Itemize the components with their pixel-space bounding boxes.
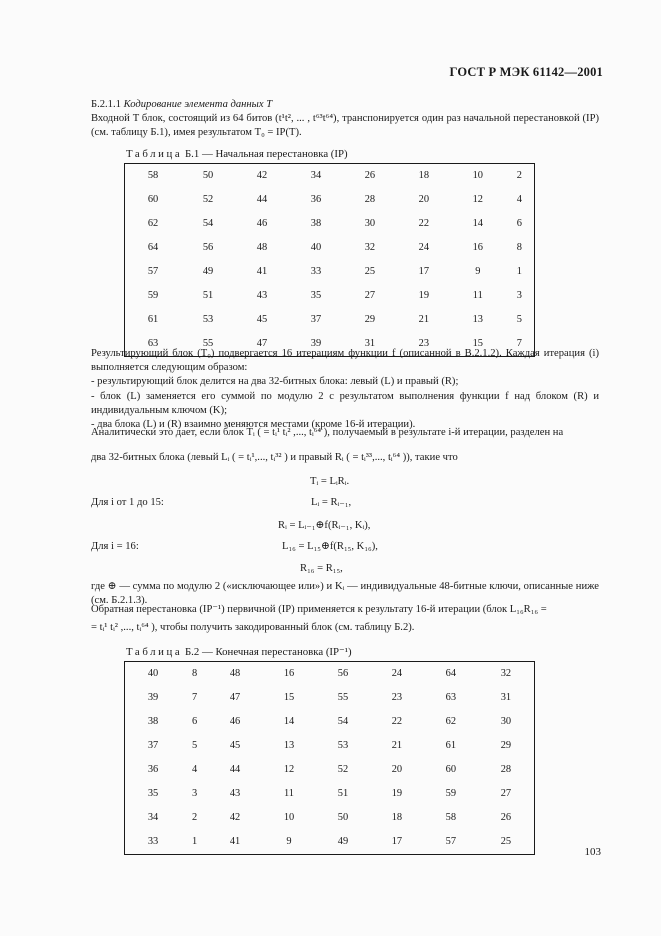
table-cell: 26	[364, 169, 376, 181]
table-cell: 7	[516, 337, 522, 349]
document-header: ГОСТ Р МЭК 61142—2001	[449, 65, 603, 79]
table-row	[125, 284, 535, 308]
table-cell: 52	[202, 193, 214, 205]
table-cell: 21	[418, 313, 430, 325]
table-cell: 27	[500, 787, 512, 799]
table-cell: 61	[147, 313, 159, 325]
table-cell: 33	[147, 835, 159, 847]
table-cell: 33	[310, 265, 322, 277]
table-cell: 1	[516, 265, 522, 277]
table-cell: 48	[256, 241, 268, 253]
table-cell: 28	[364, 193, 376, 205]
table-row	[125, 308, 535, 332]
table-cell: 34	[310, 169, 322, 181]
table-cell: 64	[445, 667, 457, 679]
table-cell: 24	[391, 667, 403, 679]
table-row	[125, 806, 535, 830]
table-cell: 40	[147, 667, 159, 679]
table-cell: 31	[500, 691, 512, 703]
table-cell: 25	[364, 265, 376, 277]
table-cell: 9	[286, 835, 292, 847]
table-row	[125, 734, 535, 758]
table2-caption-prefix: Таблица	[126, 646, 183, 658]
label-for-1-15: Для i от 1 до 15:	[91, 497, 164, 508]
paragraph-inverse-line2: = tᵢ¹ tᵢ² ,..., tᵢ⁶⁴ ), чтобы получить закодированный блок (см. таблицу Б.2).	[91, 622, 415, 633]
table-row	[125, 686, 535, 710]
table-cell: 39	[147, 691, 159, 703]
table-row	[125, 830, 535, 855]
table-cell: 46	[256, 217, 268, 229]
table-cell: 45	[256, 313, 268, 325]
table-cell: 41	[256, 265, 268, 277]
paragraph-analytic-line1: Аналитически это дает, если блок Tᵢ ( = tᵢ¹ tᵢ² ,..., tᵢ⁶⁴ ), получаемый в результате i-й итерации, разделен на	[91, 427, 564, 438]
table-cell: 54	[337, 715, 349, 727]
table-cell: 44	[229, 763, 241, 775]
bullet-swap: - два блока (L) и (R) взаимно меняются местами (кроме 16-й итерации).	[91, 419, 416, 430]
table-row	[125, 188, 535, 212]
table-cell: 9	[475, 265, 481, 277]
table-cell: 14	[283, 715, 295, 727]
table-cell: 8	[516, 241, 522, 253]
table-cell: 23	[418, 337, 430, 349]
table-cell: 10	[283, 811, 295, 823]
table-cell: 56	[337, 667, 349, 679]
table-cell: 63	[445, 691, 457, 703]
table-cell: 20	[418, 193, 430, 205]
paragraph-iterations: Результирующий блок (T₀) подвергается 16 итерациям функции f (описанной в B.2.1.2). Каждая итерация (i) выполняется следующим образом:	[91, 348, 599, 374]
table-cell: 22	[391, 715, 403, 727]
paragraph-xor-note: где ⊕ — сумма по модулю 2 («исключающее или») и Kᵢ — индивидуальные 48-битные ключи, описанные ниже (см. Б.2.1.3).	[91, 581, 599, 607]
table-row	[125, 758, 535, 782]
table-cell: 28	[500, 763, 512, 775]
table-cell: 61	[445, 739, 457, 751]
table-cell: 57	[147, 265, 159, 277]
table-cell: 38	[310, 217, 322, 229]
table-cell: 47	[229, 691, 241, 703]
table1-caption	[126, 147, 348, 162]
table-cell: 29	[500, 739, 512, 751]
table-cell: 21	[391, 739, 403, 751]
table-cell: 50	[202, 169, 214, 181]
section-number: Б.2.1.1	[91, 99, 121, 110]
table-cell: 20	[391, 763, 403, 775]
table-cell: 15	[472, 337, 483, 349]
table-cell: 57	[445, 835, 457, 847]
table-cell: 48	[229, 667, 241, 679]
table1-caption-text: Б.1 — Начальная перестановка (IP)	[184, 148, 348, 160]
table-cell: 45	[229, 739, 241, 751]
table-cell: 41	[229, 835, 241, 847]
table-cell: 17	[391, 835, 403, 847]
table-cell: 43	[256, 289, 268, 301]
table-cell: 7	[191, 691, 198, 703]
table-cell: 55	[337, 691, 349, 703]
table-row	[125, 212, 535, 236]
table-cell: 6	[191, 715, 198, 727]
equation-r16: R₁₆ = R₁₅,	[300, 563, 343, 574]
table-cell: 54	[202, 217, 214, 229]
table-cell: 36	[147, 763, 159, 775]
table-cell: 11	[284, 787, 295, 799]
table-cell: 18	[391, 811, 403, 823]
table-row	[125, 236, 535, 260]
table-cell: 47	[256, 337, 268, 349]
table-cell: 36	[310, 193, 322, 205]
paragraph-input-block: Входной T блок, состоящий из 64 битов (t¹t², ... , t⁶³t⁶⁴), транспонируется один раз начальной перестановкой (IP) (см. таблицу Б.1), имея результатом T₀ = IP(T).	[91, 113, 599, 139]
table-cell: 30	[364, 217, 376, 229]
table-cell: 16	[472, 241, 483, 253]
table-cell: 8	[191, 667, 198, 679]
table-cell: 14	[472, 217, 483, 229]
table-cell: 50	[337, 811, 349, 823]
table-cell: 3	[516, 289, 522, 301]
label-for-16: Для i = 16:	[91, 541, 139, 552]
table-cell: 19	[418, 289, 430, 301]
table-cell: 3	[191, 787, 198, 799]
table-row	[125, 710, 535, 734]
table1-caption-prefix: Таблица	[126, 148, 183, 160]
table-cell: 29	[364, 313, 376, 325]
equation-li: Lᵢ = Rᵢ₋₁,	[311, 497, 352, 508]
table-cell: 38	[147, 715, 159, 727]
table-cell: 31	[364, 337, 376, 349]
table2-caption-text: Б.2 — Конечная перестановка (IP⁻¹)	[184, 646, 352, 658]
table-cell: 59	[147, 289, 159, 301]
table-cell: 35	[310, 289, 322, 301]
table-cell: 24	[418, 241, 430, 253]
page-number: 103	[584, 846, 601, 859]
table-cell: 56	[202, 241, 214, 253]
table-cell: 35	[147, 787, 159, 799]
table-cell: 25	[500, 835, 512, 847]
equation-ri: Rᵢ = Lᵢ₋₁⊕f(Rᵢ₋₁, Kᵢ),	[278, 520, 371, 531]
paragraph-inverse-line1: Обратная перестановка (IP⁻¹) первичной (IP) применяется к результату 16-й итерации (блок L₁₆R₁₆ =	[91, 604, 547, 615]
table-cell: 42	[256, 169, 268, 181]
table-cell: 6	[516, 217, 522, 229]
table-cell: 44	[256, 193, 268, 205]
table-cell: 11	[472, 289, 483, 301]
table-cell: 64	[147, 241, 159, 253]
paragraph-analytic-line2: два 32-битных блока (левый Lᵢ ( = tᵢ¹,..., tᵢ³² ) и правый Rᵢ ( = tᵢ³³,..., tᵢ⁶⁴ )), такие что	[91, 452, 458, 463]
table-cell: 2	[191, 811, 198, 823]
table-cell: 51	[202, 289, 214, 301]
table-cell: 16	[283, 667, 295, 679]
section-title: Кодирование элемента данных T	[123, 99, 273, 110]
table-cell: 12	[283, 763, 295, 775]
table-cell: 4	[191, 763, 198, 775]
table-cell: 58	[445, 811, 457, 823]
table-cell: 46	[229, 715, 241, 727]
table-cell: 18	[418, 169, 430, 181]
table-cell: 32	[364, 241, 376, 253]
table-cell: 22	[418, 217, 430, 229]
table-cell: 60	[445, 763, 457, 775]
table-cell: 32	[500, 667, 512, 679]
bullet-replace: - блок (L) заменяется его суммой по модулю 2 с результатом выполнения функции f над блоком (R) и индивидуальным ключом (K);	[91, 391, 599, 417]
table-cell: 42	[229, 811, 241, 823]
table-cell: 37	[147, 739, 159, 751]
table-cell: 19	[391, 787, 403, 799]
table-cell: 37	[310, 313, 322, 325]
table-row	[125, 260, 535, 284]
table-cell: 5	[191, 739, 198, 751]
table-cell: 13	[472, 313, 483, 325]
table-cell: 27	[364, 289, 376, 301]
table-cell: 63	[147, 337, 159, 349]
table-row	[125, 662, 535, 687]
table-cell: 26	[500, 811, 512, 823]
table-cell: 23	[391, 691, 403, 703]
table-cell: 51	[337, 787, 349, 799]
table-cell: 59	[445, 787, 457, 799]
table-final-permutation	[124, 661, 535, 855]
table-cell: 53	[202, 313, 214, 325]
table-cell: 12	[472, 193, 483, 205]
table-cell: 40	[310, 241, 322, 253]
bullet-split: - результирующий блок делится на два 32-битных блока: левый (L) и правый (R);	[91, 376, 459, 387]
table-cell: 58	[147, 169, 159, 181]
table-cell: 17	[418, 265, 430, 277]
table-cell: 13	[283, 739, 295, 751]
table-cell: 62	[147, 217, 159, 229]
table-cell: 43	[229, 787, 241, 799]
section-heading	[91, 98, 599, 112]
table-cell: 60	[147, 193, 159, 205]
table-cell: 5	[516, 313, 522, 325]
table-cell: 49	[337, 835, 349, 847]
table-cell: 4	[516, 193, 522, 205]
equation-l16: L₁₆ = L₁₅⊕f(R₁₅, K₁₆),	[282, 541, 378, 552]
table-cell: 34	[147, 811, 159, 823]
equation-ti: Tᵢ = LᵢRᵢ.	[310, 476, 350, 487]
table-row	[125, 782, 535, 806]
table-initial-permutation	[124, 163, 535, 357]
table-cell: 55	[202, 337, 214, 349]
table-cell: 53	[337, 739, 349, 751]
table-row	[125, 164, 535, 189]
table-cell: 39	[310, 337, 322, 349]
table-cell: 2	[516, 169, 522, 181]
table-cell: 62	[445, 715, 457, 727]
table-cell: 1	[191, 835, 198, 847]
table-cell: 15	[283, 691, 295, 703]
table-cell: 49	[202, 265, 214, 277]
table-cell: 30	[500, 715, 512, 727]
table2-caption	[126, 645, 352, 660]
table-cell: 10	[472, 169, 483, 181]
table-cell: 52	[337, 763, 349, 775]
